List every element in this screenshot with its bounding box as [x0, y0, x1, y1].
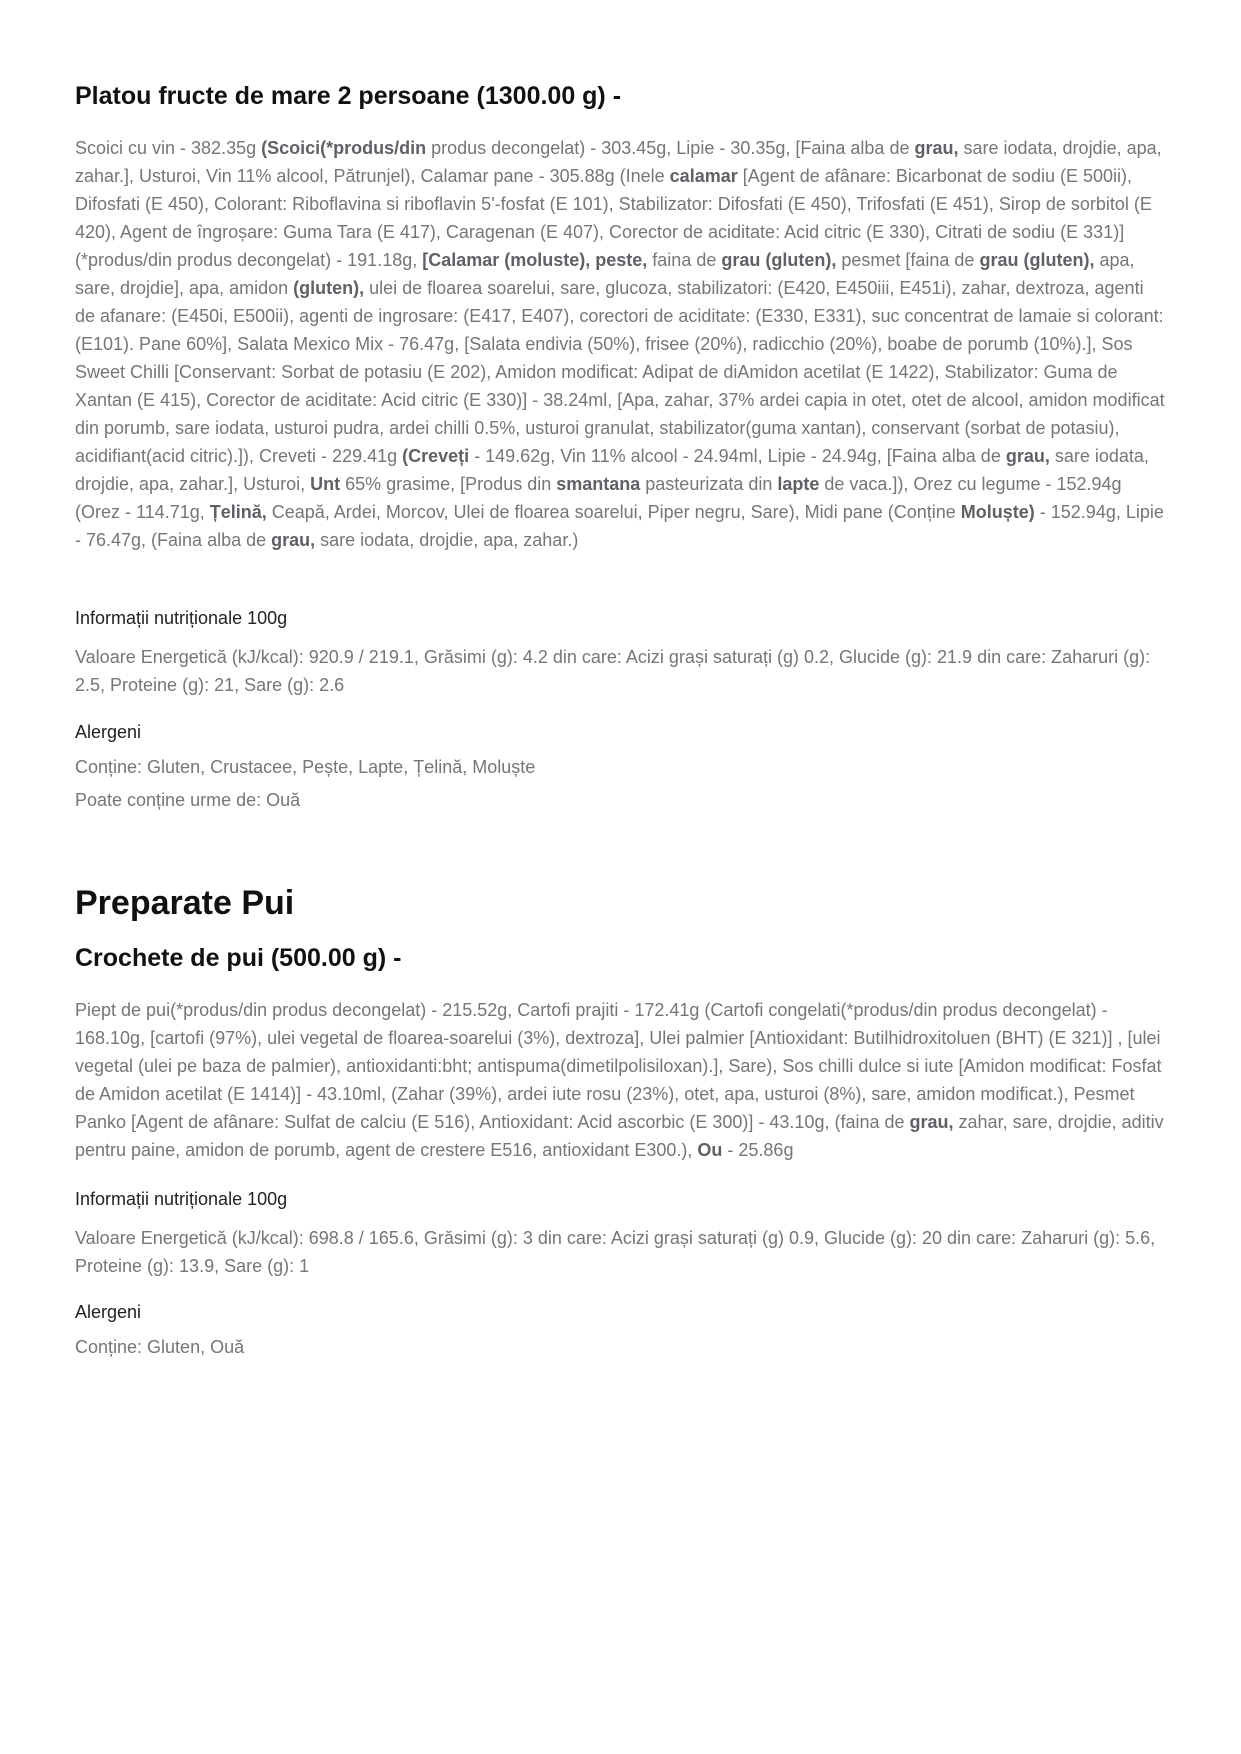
allergens-label: Alergeni: [75, 1302, 142, 1322]
allergens-contains: Conține: Gluten, Ouă: [75, 1337, 245, 1357]
nutrition-text: Valoare Energetică (kJ/kcal): 698.8 / 165.6, Grăsimi (g): 3 din care: Acizi grași saturați (g) 0.9, Glucide (g): 20 din care: Zaharuri (g): 5.6, Proteine (g): 13.9, Sare (g): 1: [75, 1228, 1156, 1276]
allergen-highlight: [Calamar (moluste), peste,: [422, 250, 648, 270]
ingredient-text: apa, sare, drojdie], apa, amidon: [75, 250, 1135, 298]
ingredient-text: 65% grasime, [Produs din: [340, 474, 557, 494]
allergen-highlight: Unt: [310, 474, 341, 494]
ingredient-text: zahar, sare, drojdie, aditiv pentru paine, amidon de porumb, agent de crestere E516, antioxidant E300.),: [75, 1112, 1164, 1160]
ingredient-text: Scoici cu vin - 382.35g: [75, 138, 262, 158]
ingredient-text: - 152.94g, Lipie - 76.47g, (Faina alba de: [75, 502, 1164, 550]
ingredient-text: produs decongelat) - 303.45g, Lipie - 30.35g, [Faina alba de: [426, 138, 915, 158]
ingredient-text: Ceapă, Ardei, Morcov, Ulei de floarea soarelui, Piper negru, Sare), Midi pane (Conține: [266, 502, 961, 522]
ingredient-text: [Agent de afânare: Bicarbonat de sodiu (E 500ii), Difosfati (E 450), Colorant: Riboflavina si riboflavin 5'-fosfat (E 101), Stabilizator: Difosfati (E 450), Trifosfati (E 451), Sirop de sorbitol (E 420), Agent de îngroșare: Guma Tara (E 417), Caragenan (E 407), Corector de aciditate: Acid citric (E 330), Citrati de sodiu (E 331)] (*produs/din produs decongelat) - 191.18g,: [75, 166, 1152, 270]
nutrition-label: Informații nutriționale 100g: [75, 608, 288, 628]
ingredient-text: pesmet [faina de: [836, 250, 980, 270]
ingredient-text: - 25.86g: [722, 1140, 794, 1160]
ingredient-text: pasteurizata din: [640, 474, 778, 494]
allergen-highlight: grau,: [914, 138, 959, 158]
product-title: Crochete de pui (500.00 g) -: [75, 944, 402, 972]
allergen-highlight: (gluten),: [293, 278, 365, 298]
allergen-highlight: grau,: [1005, 446, 1050, 466]
ingredients-text: [75, 134, 1165, 554]
allergen-highlight: grau (gluten),: [721, 250, 837, 270]
allergen-highlight: Țelină,: [209, 502, 267, 522]
ingredient-text: faina de: [647, 250, 722, 270]
ingredient-text: Piept de pui(*produs/din produs decongelat) - 215.52g, Cartofi prajiti - 172.41g (Cartofi congelati(*produs/din produs decongelat) - 168.10g, [cartofi (97%), ulei vegetal de floarea-soarelui (3%), dextroza], Ulei palmier [Antioxidant: Butilhidroxitoluen (BHT) (E 321)] , [ulei vegetal (ulei pe baza de palmier), antioxidanti:bht; antispuma(dimetilpolisiloxan).], Sare), Sos chilli dulce si iute [Amidon modificat: Fosfat de Amidon acetilat (E 1414)] - 43.10ml, (Zahar (39%), ardei iute rosu (23%), otet, apa, usturoi (8%), sare, amidon modificat.), Pesmet Panko [Agent de afânare: Sulfat de calciu (E 516), Antioxidant: Acid ascorbic (E 300)] - 43.10g, (faina de: [75, 1000, 1162, 1132]
allergen-highlight: grau,: [271, 530, 316, 550]
ingredient-text: sare iodata, drojdie, apa, zahar.], Usturoi, Vin 11% alcool, Pătrunjel), Calamar pane - 305.88g (Inele: [75, 138, 1162, 186]
allergen-highlight: lapte: [777, 474, 820, 494]
nutrition-label: Informații nutriționale 100g: [75, 1189, 288, 1209]
allergens-label: Alergeni: [75, 722, 142, 742]
product-title: Platou fructe de mare 2 persoane (1300.00 g) -: [75, 82, 622, 110]
allergens-traces: Poate conține urme de: Ouă: [75, 790, 301, 810]
section-title: Preparate Pui: [75, 884, 295, 922]
ingredient-text: de vaca.]), Orez cu legume - 152.94g (Orez - 114.71g,: [75, 474, 1122, 522]
ingredients-text: [75, 996, 1165, 1164]
allergen-highlight: grau,: [909, 1112, 954, 1132]
allergen-highlight: calamar: [669, 166, 738, 186]
nutrition-text: Valoare Energetică (kJ/kcal): 920.9 / 219.1, Grăsimi (g): 4.2 din care: Acizi grași saturați (g) 0.2, Glucide (g): 21.9 din care: Zaharuri (g): 2.5, Proteine (g): 21, Sare (g): 2.6: [75, 647, 1151, 695]
allergen-highlight: Moluște): [960, 502, 1035, 522]
ingredient-text: sare iodata, drojdie, apa, zahar.], Usturoi,: [75, 446, 1149, 494]
ingredient-text: ulei de floarea soarelui, sare, glucoza, stabilizatori: (E420, E450iii, E451i), zahar, dextroza, agenti de afanare: (E450i, E500ii), agenti de ingrosare: (E417, E407), corectori de aciditate: (E330, E331), suc concentrat de lamaie si colorant: (E101). Pane 60%], Salata Mexico Mix - 76.47g, [Salata endivia (50%), frisee (20%), radicchio (20%), boabe de porumb (10%).], Sos Sweet Chilli [Conservant: Sorbat de potasiu (E 202), Amidon modificat: Adipat de diAmidon acetilat (E 1422), Stabilizator: Guma de Xantan (E 415), Corector de aciditate: Acid citric (E 330)] - 38.24ml, [Apa, zahar, 37% ardei capia in otet, otet de alcool, amidon modificat din porumb, sare iodata, usturoi pudra, ardei chilli 0.5%, usturoi granulat, stabilizator(guma xantan), conservant (sorbat de potasiu), acidifiant(acid citric).]), Creveti - 229.41g: [75, 278, 1165, 466]
allergen-highlight: grau (gluten),: [979, 250, 1095, 270]
allergen-highlight: (Scoici(*produs/din: [261, 138, 427, 158]
allergen-highlight: smantana: [556, 474, 641, 494]
allergens-contains: Conține: Gluten, Crustacee, Pește, Lapte, Țelină, Moluște: [75, 757, 536, 777]
allergen-highlight: Ou: [697, 1140, 723, 1160]
ingredient-text: sare iodata, drojdie, apa, zahar.): [315, 530, 579, 550]
allergen-highlight: (Creveți: [402, 446, 470, 466]
ingredient-text: - 149.62g, Vin 11% alcool - 24.94ml, Lipie - 24.94g, [Faina alba de: [469, 446, 1006, 466]
